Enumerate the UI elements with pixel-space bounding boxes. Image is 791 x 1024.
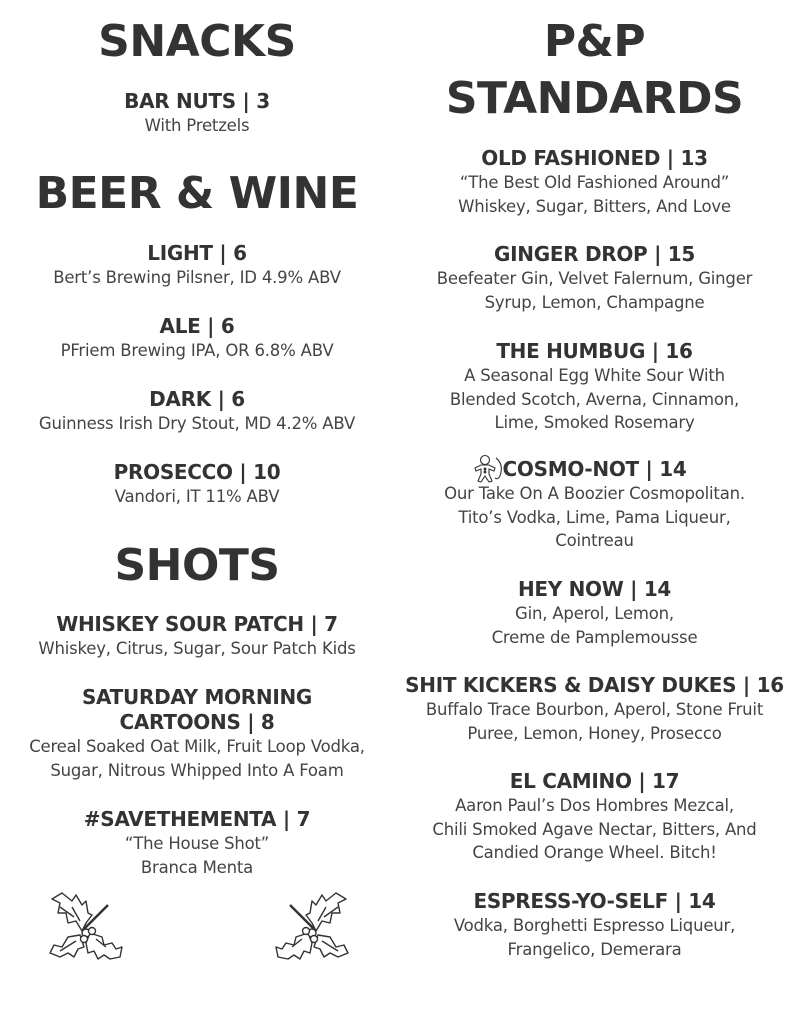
item-name-row (398, 457, 791, 482)
menu-item-hey-now (398, 577, 791, 649)
menu-item-ale (0, 314, 394, 363)
item-desc-line: Syrup, Lemon, Champagne (484, 292, 705, 312)
menu-item-saturday-morning-cartoons (0, 685, 394, 782)
item-desc-line: Buffalo Trace Bourbon, Aperol, Stone Fruit (425, 700, 764, 719)
item-name: WHISKEY SOUR PATCH | 7 (56, 612, 338, 636)
standards-title-line2: STANDARDS (445, 73, 744, 124)
item-desc-line: Our Take On A Boozier Cosmopolitan. (444, 484, 745, 503)
menu-item-prosecco (0, 460, 394, 509)
beer-wine-title: BEER & WINE (35, 168, 359, 219)
item-desc-line: Vodka, Borghetti Espresso Liqueur, (453, 916, 736, 935)
item-name: THE HUMBUG | 16 (496, 339, 693, 363)
item-desc-line: Puree, Lemon, Honey, Prosecco (467, 723, 722, 743)
item-desc-line: Creme de Pamplemousse (491, 627, 698, 647)
standards-title-line1: P&P (543, 16, 646, 67)
item-name: ALE | 6 (159, 314, 235, 338)
menu-item-whiskey-sour-patch (0, 612, 394, 661)
item-desc-line: Tito’s Vodka, Lime, Pama Liqueur, (458, 507, 731, 527)
item-desc-line: Cereal Soaked Oat Milk, Fruit Loop Vodka, (29, 737, 365, 756)
item-desc-line: Candied Orange Wheel. Bitch! (472, 843, 717, 862)
item-name-line: SATURDAY MORNING (81, 685, 313, 709)
menu-item-ginger-drop (398, 242, 791, 314)
item-name: PROSECCO | 10 (113, 460, 281, 484)
menu-item-light (0, 241, 394, 290)
item-desc: Whiskey, Citrus, Sugar, Sour Patch Kids (38, 639, 356, 658)
item-desc-line: Blended Scotch, Averna, Cinnamon, (449, 389, 740, 409)
item-name: ESPRESS-YO-SELF | 14 (473, 889, 716, 913)
item-name-line: CARTOONS | 8 (119, 710, 275, 734)
menu-item-cosmo-not (398, 457, 791, 553)
item-name: SHIT KICKERS & DAISY DUKES | 16 (405, 673, 784, 697)
item-name: GINGER DROP | 15 (494, 242, 695, 266)
item-name: #SAVETHEMENTA | 7 (83, 807, 311, 831)
item-desc: Vandori, IT 11% ABV (114, 487, 280, 506)
item-desc: Bert’s Brewing Pilsner, ID 4.9% ABV (53, 268, 341, 287)
holly-icon (272, 887, 352, 963)
holly-icon (46, 887, 126, 963)
gingerbread-man-icon (474, 454, 506, 484)
item-desc-line: Branca Menta (140, 857, 254, 877)
item-name: OLD FASHIONED | 13 (481, 146, 708, 170)
item-desc-line: Cointreau (555, 531, 634, 550)
menu-item-savethementa (0, 807, 394, 879)
item-desc-line: Whiskey, Sugar, Bitters, And Love (458, 196, 731, 216)
item-name: COSMO-NOT | 14 (502, 457, 687, 481)
menu-item-dark (0, 387, 394, 436)
item-name: LIGHT | 6 (147, 241, 247, 265)
item-desc-line: A Seasonal Egg White Sour With (464, 366, 725, 385)
item-desc-line: “The House Shot” (124, 834, 270, 853)
shots-title: SHOTS (114, 540, 280, 591)
item-name: BAR NUTS | 3 (124, 89, 270, 113)
item-desc-line: Lime, Smoked Rosemary (494, 413, 695, 432)
item-desc-line: Frangelico, Demerara (507, 939, 682, 959)
item-desc-line: Chili Smoked Agave Nectar, Bitters, And (432, 819, 757, 839)
item-desc-line: Beefeater Gin, Velvet Falernum, Ginger (436, 269, 753, 288)
item-name: DARK | 6 (149, 387, 245, 411)
item-desc-line: Sugar, Nitrous Whipped Into A Foam (50, 760, 344, 780)
item-desc: With Pretzels (144, 116, 250, 135)
menu-item-el-camino (398, 769, 791, 865)
menu-item-shit-kickers (398, 673, 791, 745)
item-name: HEY NOW | 14 (517, 577, 672, 601)
menu-item-bar-nuts (0, 89, 394, 138)
item-name: EL CAMINO | 17 (509, 769, 680, 793)
snacks-title: SNACKS (98, 16, 296, 67)
item-desc-line: “The Best Old Fashioned Around” (459, 173, 730, 192)
item-desc: Guinness Irish Dry Stout, MD 4.2% ABV (38, 414, 356, 433)
item-desc-line: Aaron Paul’s Dos Hombres Mezcal, (455, 796, 734, 815)
menu-item-old-fashioned (398, 146, 791, 218)
menu-item-espress-yo-self (398, 889, 791, 961)
menu-item-the-humbug (398, 339, 791, 435)
item-desc-line: Gin, Aperol, Lemon, (515, 604, 674, 623)
item-desc: PFriem Brewing IPA, OR 6.8% ABV (60, 341, 334, 360)
